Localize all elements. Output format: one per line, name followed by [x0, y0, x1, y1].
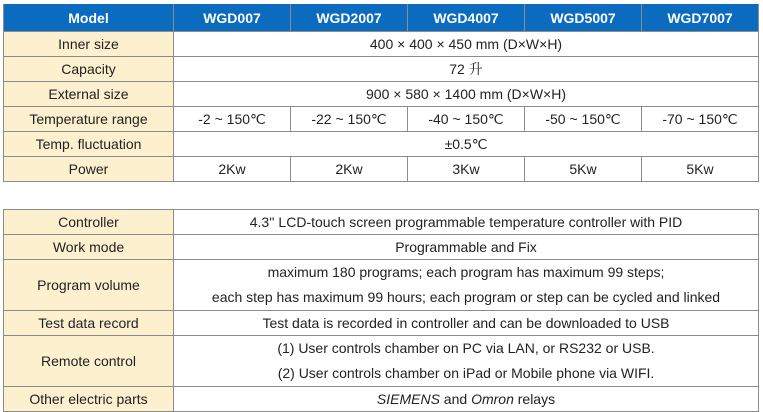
value-temp-range-wgd7007: -70 ~ 150℃ [642, 107, 759, 132]
feature-table [3, 209, 759, 412]
value-controller: 4.3'' LCD-touch screen programmable temperature controller with PID [174, 210, 759, 235]
value-temp-range-wgd007: -2 ~ 150℃ [174, 107, 291, 132]
label-test-data-record: Test data record [4, 311, 174, 336]
value-power-wgd7007: 5Kw [642, 157, 759, 182]
header-wgd007: WGD007 [174, 4, 291, 32]
brand-siemens: SIEMENS [376, 391, 440, 407]
value-inner-size: 400 × 400 × 450 mm (D×W×H) [174, 32, 759, 57]
label-controller: Controller [4, 210, 174, 235]
spec-table [3, 4, 759, 182]
value-power-wgd4007: 3Kw [408, 157, 525, 182]
header-wgd5007: WGD5007 [525, 4, 642, 32]
value-temp-fluctuation: ±0.5℃ [174, 132, 759, 157]
brand-joiner: and [439, 391, 472, 407]
value-power-wgd2007: 2Kw [291, 157, 408, 182]
row-work-mode [4, 235, 759, 260]
value-capacity: 72 升 [174, 57, 759, 82]
value-temp-range-wgd2007: -22 ~ 150℃ [291, 107, 408, 132]
label-temperature-range: Temperature range [4, 107, 174, 132]
header-model: Model [4, 4, 174, 32]
value-external-size: 900 × 580 × 1400 mm (D×W×H) [174, 82, 759, 107]
value-power-wgd5007: 5Kw [525, 157, 642, 182]
remote-control-line-2: (2) User controls chamber on iPad or Mobile phone via WIFI. [277, 365, 655, 381]
row-controller [4, 210, 759, 235]
value-remote-control [174, 336, 759, 387]
program-volume-line-1: maximum 180 programs; each program has maximum 99 steps; [267, 264, 665, 280]
value-temp-range-wgd4007: -40 ~ 150℃ [408, 107, 525, 132]
program-volume-line-2: each step has maximum 99 hours; each program or step can be cycled and linked [211, 289, 721, 305]
value-work-mode: Programmable and Fix [174, 235, 759, 260]
row-power [4, 157, 759, 182]
label-remote-control: Remote control [4, 336, 174, 387]
remote-control-line-1: (1) User controls chamber on PC via LAN, or RS232 or USB. [277, 340, 655, 356]
label-temp-fluctuation: Temp. fluctuation [4, 132, 174, 157]
row-inner-size [4, 32, 759, 57]
value-power-wgd007: 2Kw [174, 157, 291, 182]
label-program-volume: Program volume [4, 260, 174, 311]
row-temp-fluctuation [4, 132, 759, 157]
label-work-mode: Work mode [4, 235, 174, 260]
value-test-data-record: Test data is recorded in controller and can be downloaded to USB [174, 311, 759, 336]
row-remote-control [4, 336, 759, 387]
row-temperature-range [4, 107, 759, 132]
relays-suffix: relays [513, 391, 556, 407]
row-other-electric-parts [4, 387, 759, 412]
label-capacity: Capacity [4, 57, 174, 82]
header-wgd2007: WGD2007 [291, 4, 408, 32]
row-program-volume [4, 260, 759, 311]
header-row [4, 4, 759, 32]
row-test-data-record [4, 311, 759, 336]
label-inner-size: Inner size [4, 32, 174, 57]
header-wgd7007: WGD7007 [642, 4, 759, 32]
label-other-electric-parts: Other electric parts [4, 387, 174, 412]
value-temp-range-wgd5007: -50 ~ 150℃ [525, 107, 642, 132]
row-capacity [4, 57, 759, 82]
header-wgd4007: WGD4007 [408, 4, 525, 32]
label-power: Power [4, 157, 174, 182]
brand-omron: Omron [471, 391, 514, 407]
value-other-electric-parts [174, 387, 759, 412]
label-external-size: External size [4, 82, 174, 107]
row-external-size [4, 82, 759, 107]
value-program-volume [174, 260, 759, 311]
